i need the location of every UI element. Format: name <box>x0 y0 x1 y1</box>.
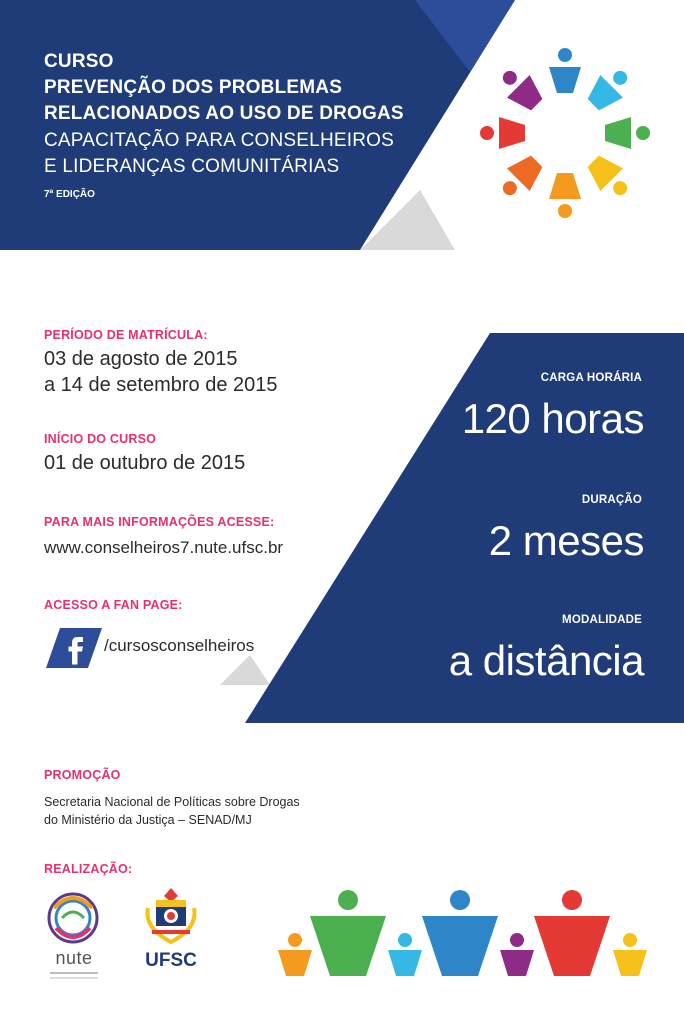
header-title-line2: RELACIONADOS AO USO DE DROGAS <box>44 103 404 124</box>
person-figure-purple <box>494 62 548 116</box>
header-course-label: CURSO <box>44 51 114 72</box>
header-edition: 7ª EDIÇÃO <box>44 189 95 200</box>
ufsc-crest-icon <box>140 886 202 950</box>
stats-grey-triangle <box>220 655 270 685</box>
person-figure-darkorange <box>494 150 548 204</box>
adult-figure-red <box>534 890 610 976</box>
header-title-line1: PREVENÇÃO DOS PROBLEMAS <box>44 77 343 98</box>
enrollment-end-date: a 14 de setembro de 2015 <box>44 374 278 396</box>
nute-logo-divider-2 <box>50 977 98 979</box>
person-figure-green <box>605 117 650 149</box>
child-figure-purple <box>500 933 534 976</box>
workload-value: 120 horas <box>461 395 644 442</box>
enrollment-label: PERÍODO DE MATRÍCULA: <box>44 328 208 342</box>
fanpage-label: ACESSO A FAN PAGE: <box>44 598 183 612</box>
person-figure-yellow <box>582 150 636 204</box>
header-subtitle-line2: E LIDERANÇAS COMUNITÁRIAS <box>44 156 340 177</box>
promotion-line2: do Ministério da Justiça – SENAD/MJ <box>44 813 252 827</box>
child-figure-yellow <box>613 933 647 976</box>
duration-label: DURAÇÃO <box>581 494 642 506</box>
modality-label: MODALIDADE <box>562 614 642 626</box>
nute-logo-divider <box>50 972 98 974</box>
more-info-label: PARA MAIS INFORMAÇÕES ACESSE: <box>44 515 275 529</box>
nute-logo-text: nute <box>55 948 93 968</box>
person-figure-orange <box>549 173 581 218</box>
adult-figure-green <box>310 890 386 976</box>
person-figure-red <box>480 117 525 149</box>
course-start-date: 01 de outubro de 2015 <box>44 452 246 474</box>
header-navy-band <box>0 0 515 250</box>
promotion-line1: Secretaria Nacional de Políticas sobre Drogas <box>44 795 300 809</box>
ufsc-logo-text: UFSC <box>145 950 197 971</box>
header-subtitle-line1: CAPACITAÇÃO PARA CONSELHEIROS <box>44 130 394 151</box>
child-figure-cyan <box>388 933 422 976</box>
child-figure-orange <box>278 933 312 976</box>
person-figure-blue <box>549 48 581 93</box>
facebook-icon[interactable] <box>46 628 102 668</box>
family-illustration <box>270 880 660 990</box>
realization-label: REALIZAÇÃO: <box>44 862 133 876</box>
modality-value: a distância <box>448 637 644 684</box>
nute-logo-icon <box>42 888 104 948</box>
duration-value: 2 meses <box>488 517 644 564</box>
enrollment-start-date: 03 de agosto de 2015 <box>44 348 238 370</box>
course-start-label: INÍCIO DO CURSO <box>44 432 157 446</box>
more-info-url[interactable]: www.conselheiros7.nute.ufsc.br <box>44 538 284 557</box>
workload-label: CARGA HORÁRIA <box>540 372 642 384</box>
people-circle-logo <box>470 38 660 228</box>
promotion-label: PROMOÇÃO <box>44 768 121 782</box>
person-figure-cyan <box>582 62 636 116</box>
fanpage-handle[interactable]: /cursosconselheiros <box>104 636 255 655</box>
adult-figure-blue <box>422 890 498 976</box>
